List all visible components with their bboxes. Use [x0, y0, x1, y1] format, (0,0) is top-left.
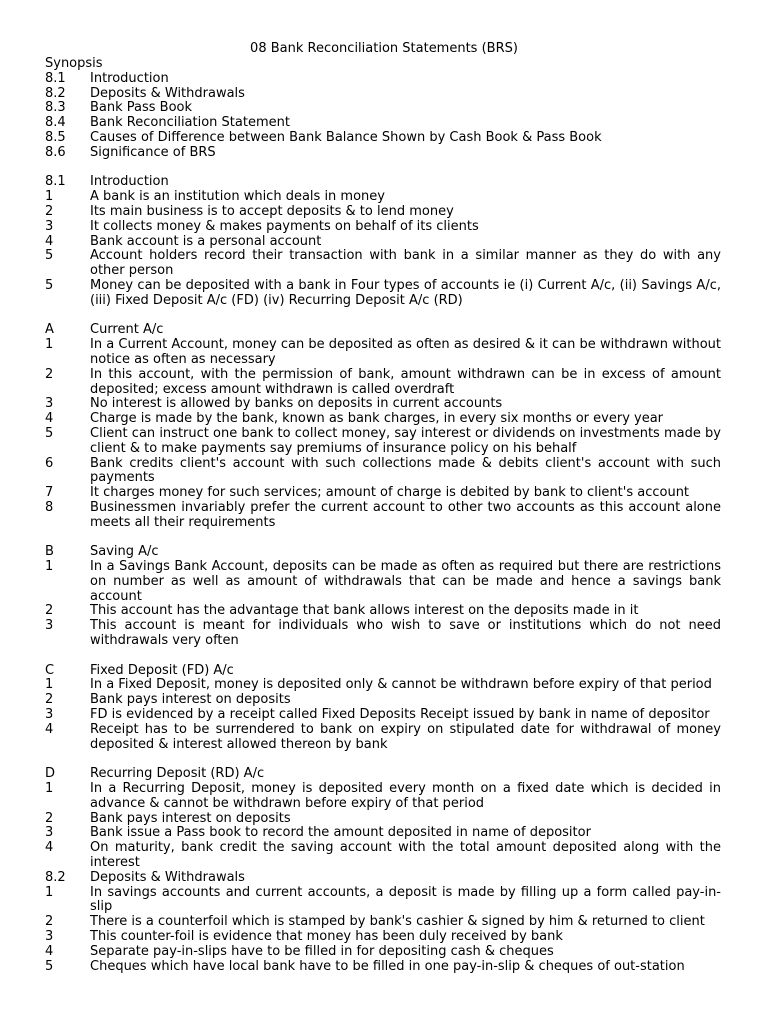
item-number: 8.5 — [45, 129, 66, 145]
paragraph-gap — [45, 531, 721, 546]
list-item — [45, 915, 721, 930]
list-item — [45, 826, 721, 841]
list-item — [45, 486, 721, 501]
item-text: Current A/c — [90, 322, 164, 338]
item-number: 8.2 — [45, 869, 66, 885]
list-item — [45, 886, 721, 916]
item-number: 5 — [45, 958, 54, 974]
item-text: Bank issue a Pass book to record the amount deposited in name of depositor — [90, 825, 591, 841]
list-item — [45, 708, 721, 723]
item-number: C — [45, 662, 55, 678]
list-item — [45, 782, 721, 812]
item-text: No interest is allowed by banks on deposits in current accounts — [90, 396, 503, 412]
item-text: Receipt has to be surrendered to bank on expiry on stipulated date for withdrawal of money deposited & interest allowed thereon by bank — [90, 721, 721, 752]
list-item — [45, 279, 721, 309]
item-number: 7 — [45, 485, 54, 501]
paragraph-gap — [45, 649, 721, 664]
item-text: On maturity, bank credit the saving account with the total amount deposited along with the interest — [90, 840, 721, 871]
item-text: Client can instruct one bank to collect money, say interest or dividends on investments made by client & to make payments say premiums of insurance policy on his behalf — [90, 425, 721, 456]
item-number: 2 — [45, 366, 54, 382]
item-number: 4 — [45, 840, 54, 856]
item-number: 5 — [45, 277, 54, 293]
item-number: 3 — [45, 707, 54, 723]
item-text: In a Savings Bank Account, deposits can be made as often as required but there are restrictions on number as well as amount of withdrawals that can be made and hence a savings bank account — [90, 559, 721, 604]
item-text: Significance of BRS — [90, 144, 216, 160]
item-number: 1 — [45, 884, 54, 900]
item-text: In savings accounts and current accounts, a deposit is made by filling up a form called pay-in-slip — [90, 884, 721, 915]
item-text: Separate pay-in-slips have to be filled in for depositing cash & cheques — [90, 943, 554, 959]
paragraph-gap — [45, 309, 721, 324]
list-item — [45, 427, 721, 457]
item-number: 3 — [45, 218, 54, 234]
item-text: Bank account is a personal account — [90, 233, 322, 249]
list-item — [45, 131, 721, 146]
item-number: B — [45, 544, 54, 560]
list-item — [45, 501, 721, 531]
item-number: 3 — [45, 825, 54, 841]
item-number: 6 — [45, 455, 54, 471]
document-body — [45, 57, 721, 974]
document-title: 08 Bank Reconciliation Statements (BRS) — [250, 41, 518, 56]
item-number: 5 — [45, 248, 54, 264]
list-item — [45, 205, 721, 220]
item-text: Bank pays interest on deposits — [90, 692, 291, 708]
list-item — [45, 841, 721, 871]
item-number: 3 — [45, 929, 54, 945]
list-item — [45, 723, 721, 753]
item-text: Introduction — [90, 174, 169, 190]
list-item — [45, 175, 721, 190]
item-text: Account holders record their transaction with bank in a similar manner as they do with any other person — [90, 248, 721, 279]
item-text: It collects money & makes payments on behalf of its clients — [90, 218, 479, 234]
item-number: 5 — [45, 425, 54, 441]
item-number: 4 — [45, 411, 54, 427]
list-item — [45, 87, 721, 102]
list-item — [45, 338, 721, 368]
item-number: 2 — [45, 603, 54, 619]
list-item — [45, 220, 721, 235]
paragraph-gap — [45, 161, 721, 176]
item-text: Bank Reconciliation Statement — [90, 115, 290, 131]
item-number: 4 — [45, 233, 54, 249]
item-number: 2 — [45, 692, 54, 708]
paragraph-gap — [45, 752, 721, 767]
item-text: Money can be deposited with a bank in Four types of accounts ie (i) Current A/c, (ii) Savings A/c, (iii) Fixed Deposit A/c (FD) (iv) Recurring Deposit A/c (RD) — [90, 277, 721, 308]
item-text: Deposits & Withdrawals — [90, 85, 245, 101]
list-item — [45, 397, 721, 412]
list-item — [45, 871, 721, 886]
item-number: 8.1 — [45, 70, 66, 86]
item-text: Deposits & Withdrawals — [90, 869, 245, 885]
list-item — [45, 190, 721, 205]
item-number: 8.4 — [45, 115, 66, 131]
item-number: 3 — [45, 396, 54, 412]
item-text: This account has the advantage that bank allows interest on the deposits made in it — [90, 603, 639, 619]
item-text: There is a counterfoil which is stamped by bank's cashier & signed by him & returned to client — [90, 914, 705, 930]
item-text: Saving A/c — [90, 544, 159, 560]
item-number: 2 — [45, 914, 54, 930]
list-item — [45, 619, 721, 649]
list-item — [45, 412, 721, 427]
list-item — [45, 960, 721, 975]
item-number: 4 — [45, 721, 54, 737]
item-text: Cheques which have local bank have to be filled in one pay-in-slip & cheques of out-station — [90, 958, 685, 974]
item-text: Bank credits client's account with such collections made & debits client's account with such payments — [90, 455, 721, 486]
list-item — [45, 235, 721, 250]
item-text: Fixed Deposit (FD) A/c — [90, 662, 234, 678]
item-text: Recurring Deposit (RD) A/c — [90, 766, 265, 782]
list-item — [45, 560, 721, 604]
item-number: 8.1 — [45, 174, 66, 190]
item-number: 1 — [45, 781, 54, 797]
item-text: Charge is made by the bank, known as bank charges, in every six months or every year — [90, 411, 664, 427]
list-item — [45, 767, 721, 782]
item-text: Its main business is to accept deposits & to lend money — [90, 203, 454, 219]
item-number: 2 — [45, 810, 54, 826]
item-number: 2 — [45, 203, 54, 219]
list-item — [45, 604, 721, 619]
list-item — [45, 249, 721, 279]
item-number: 4 — [45, 943, 54, 959]
item-text: It charges money for such services; amount of charge is debited by bank to client's account — [90, 485, 690, 501]
list-item — [45, 930, 721, 945]
item-text: A bank is an institution which deals in money — [90, 189, 385, 205]
list-item — [45, 678, 721, 693]
item-text: This account is meant for individuals who wish to save or institutions which do not need withdrawals very often — [90, 618, 721, 649]
list-item — [45, 664, 721, 679]
item-text: Bank pays interest on deposits — [90, 810, 291, 826]
item-text: Bank Pass Book — [90, 100, 193, 116]
item-number: A — [45, 322, 54, 338]
item-number: 8.6 — [45, 144, 66, 160]
item-number: 1 — [45, 189, 54, 205]
item-number: 1 — [45, 337, 54, 353]
item-number: 1 — [45, 559, 54, 575]
item-number: 8.3 — [45, 100, 66, 116]
item-text: In a Current Account, money can be deposited as often as desired & it can be withdrawn without notice as often as necessary — [90, 337, 721, 367]
item-number: 1 — [45, 677, 54, 693]
list-item — [45, 945, 721, 960]
item-number: D — [45, 766, 56, 782]
item-text: In a Recurring Deposit, money is deposited every month on a fixed date which is decided in advance & cannot be withdrawn before expiry of that period — [90, 781, 721, 811]
list-item — [45, 146, 721, 161]
list-item — [45, 812, 721, 827]
list-item — [45, 693, 721, 708]
item-text: In this account, with the permission of bank, amount withdrawn can be in excess of amount deposited; excess amount withdrawn is called overdraft — [90, 366, 721, 397]
list-item — [45, 323, 721, 338]
list-item — [45, 72, 721, 87]
list-item — [45, 368, 721, 398]
item-text: FD is evidenced by a receipt called Fixed Deposits Receipt issued by bank in name of depositor — [90, 707, 710, 723]
item-number: 8 — [45, 499, 54, 515]
item-number: 8.2 — [45, 85, 66, 101]
list-item — [45, 545, 721, 560]
item-text: This counter-foil is evidence that money has been duly received by bank — [90, 929, 563, 945]
list-item — [45, 457, 721, 487]
item-text: In a Fixed Deposit, money is deposited only & cannot be withdrawn before expiry of that period — [90, 677, 712, 693]
list-item — [45, 101, 721, 116]
section-heading: Synopsis — [45, 56, 103, 71]
item-text: Causes of Difference between Bank Balance Shown by Cash Book & Pass Book — [90, 129, 602, 145]
item-text: Businessmen invariably prefer the current account to other two accounts as this account alone meets all their requirements — [90, 499, 721, 530]
item-number: 3 — [45, 618, 54, 634]
list-item — [45, 116, 721, 131]
item-text: Introduction — [90, 70, 169, 86]
